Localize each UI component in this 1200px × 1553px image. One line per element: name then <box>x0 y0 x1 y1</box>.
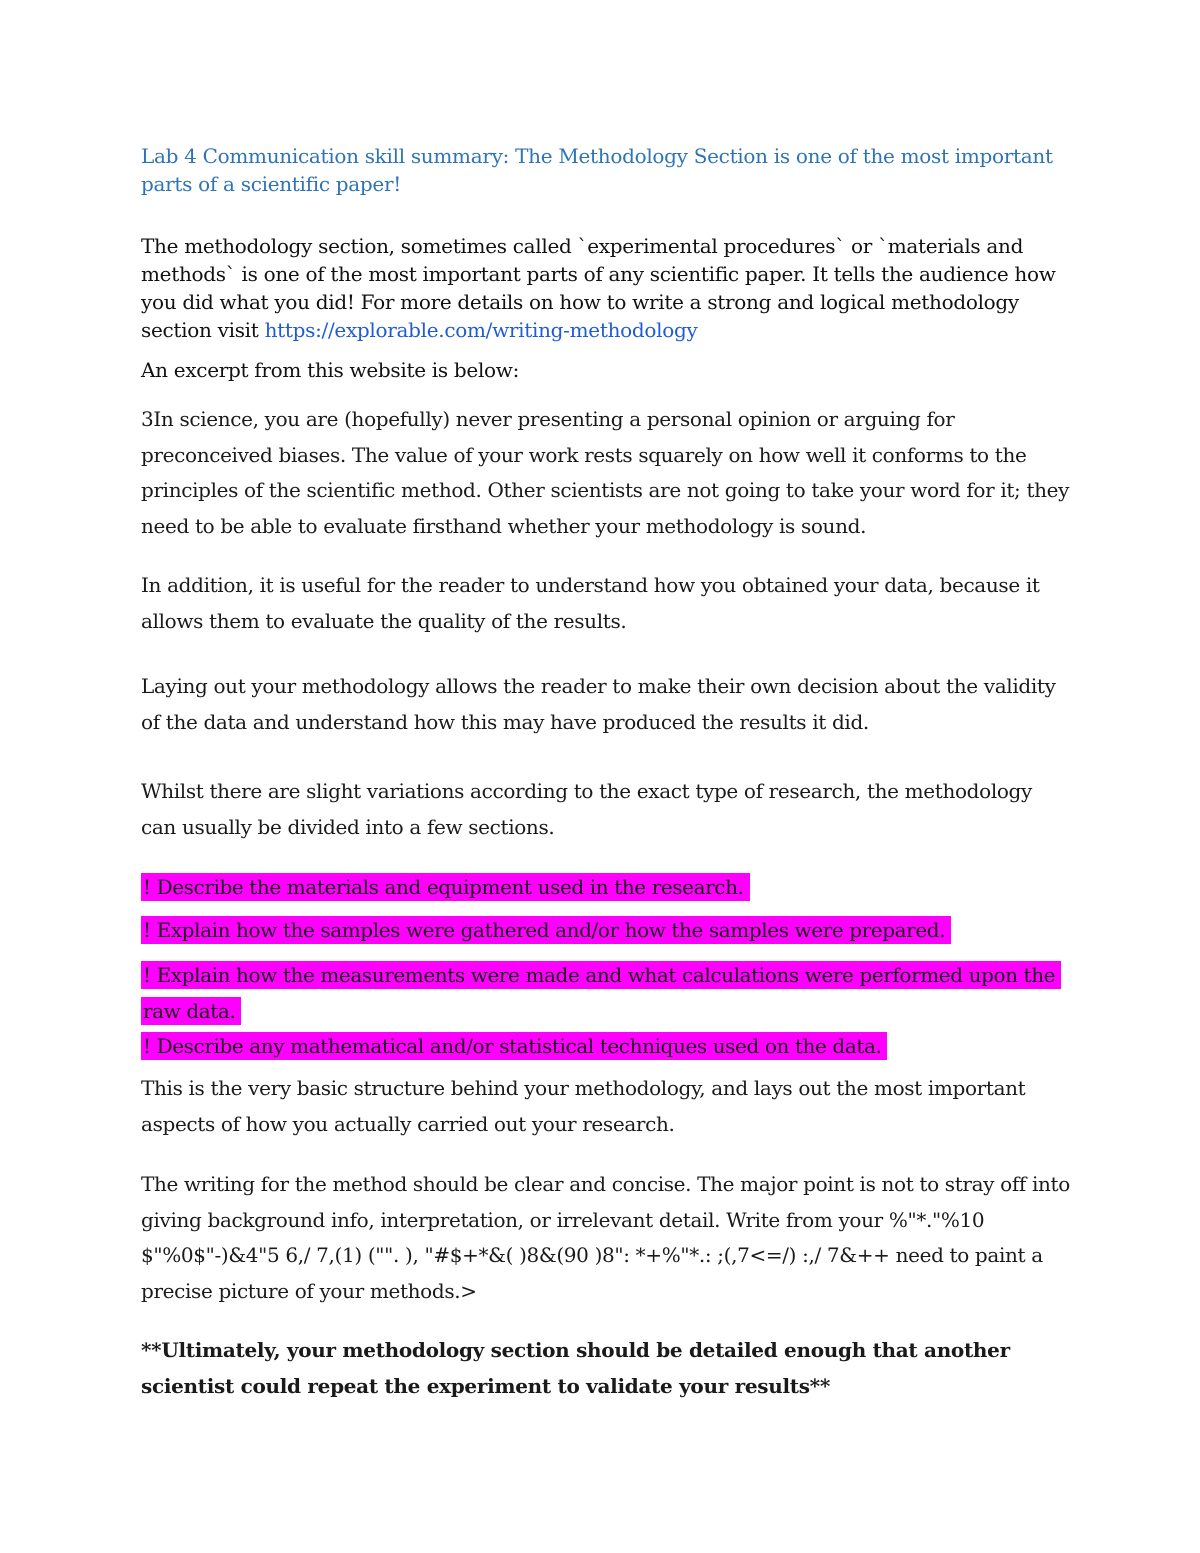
writing-paragraph: The writing for the method should be clear and concise. The major point is not to stray off into giving background info, interpretation, or irrelevant detail. Write from your %"*."%10 $"%0$"-)&4"5 6,/ 7,(1) ("". ), "#$+*&( )8&(90 )8": *+%"*.: ;(,7<=/) :,/ 7&++ need to paint a precise picture of your methods.> <box>141 1172 1070 1303</box>
excerpt-paragraph-1: 3In science, you are (hopefully) never presenting a personal opinion or arguing for preconceived biases. The value of your work rests squarely on how well it conforms to the principles of the scientific method. Other scientists are not going to take your word for it; they need to be able to evaluate firsthand whether your methodology is sound. <box>141 407 1070 538</box>
excerpt-paragraph-2: In addition, it is useful for the reader to understand how you obtained your data, because it allows them to evaluate the quality of the results. <box>141 573 1040 633</box>
highlighted-item-text: ! Explain how the samples were gathered and/or how the samples were prepared. <box>141 916 951 944</box>
highlighted-item-text: ! Explain how the measurements were made and what calculations were performed upon the raw data. <box>141 961 1061 1025</box>
intro-text: The methodology section, sometimes called `experimental procedures` or `materials and methods` is one of the most important parts of any scientific paper. It tells the audience how you did what you did! For more details on how to write a strong and logical methodology section visit <box>141 234 1056 342</box>
highlighted-item-statistics <box>141 1030 887 1062</box>
intro-paragraph <box>141 232 1061 344</box>
highlighted-item-materials <box>141 871 750 903</box>
excerpt-paragraph-3: Laying out your methodology allows the reader to make their own decision about the validity of the data and understand how this may have produced the results it did. <box>141 674 1056 734</box>
document-heading: Lab 4 Communication skill summary: The Methodology Section is one of the most important parts of a scientific paper! <box>141 144 1053 196</box>
highlighted-item-measurements <box>141 957 1061 1029</box>
methodology-link[interactable]: https://explorable.com/writing-methodology <box>264 318 698 342</box>
highlighted-item-text: ! Describe the materials and equipment used in the research. <box>141 873 750 901</box>
structure-paragraph: This is the very basic structure behind your methodology, and lays out the most important aspects of how you actually carried out your research. <box>141 1076 1026 1136</box>
excerpt-intro: An excerpt from this website is below: <box>141 358 520 382</box>
highlighted-item-text: ! Describe any mathematical and/or statistical techniques used on the data. <box>141 1032 887 1060</box>
closing-statement: **Ultimately, your methodology section should be detailed enough that another scientist could repeat the experiment to validate your results** <box>141 1338 1010 1398</box>
highlighted-item-samples <box>141 914 951 946</box>
excerpt-paragraph-4: Whilst there are slight variations according to the exact type of research, the methodology can usually be divided into a few sections. <box>141 779 1032 839</box>
